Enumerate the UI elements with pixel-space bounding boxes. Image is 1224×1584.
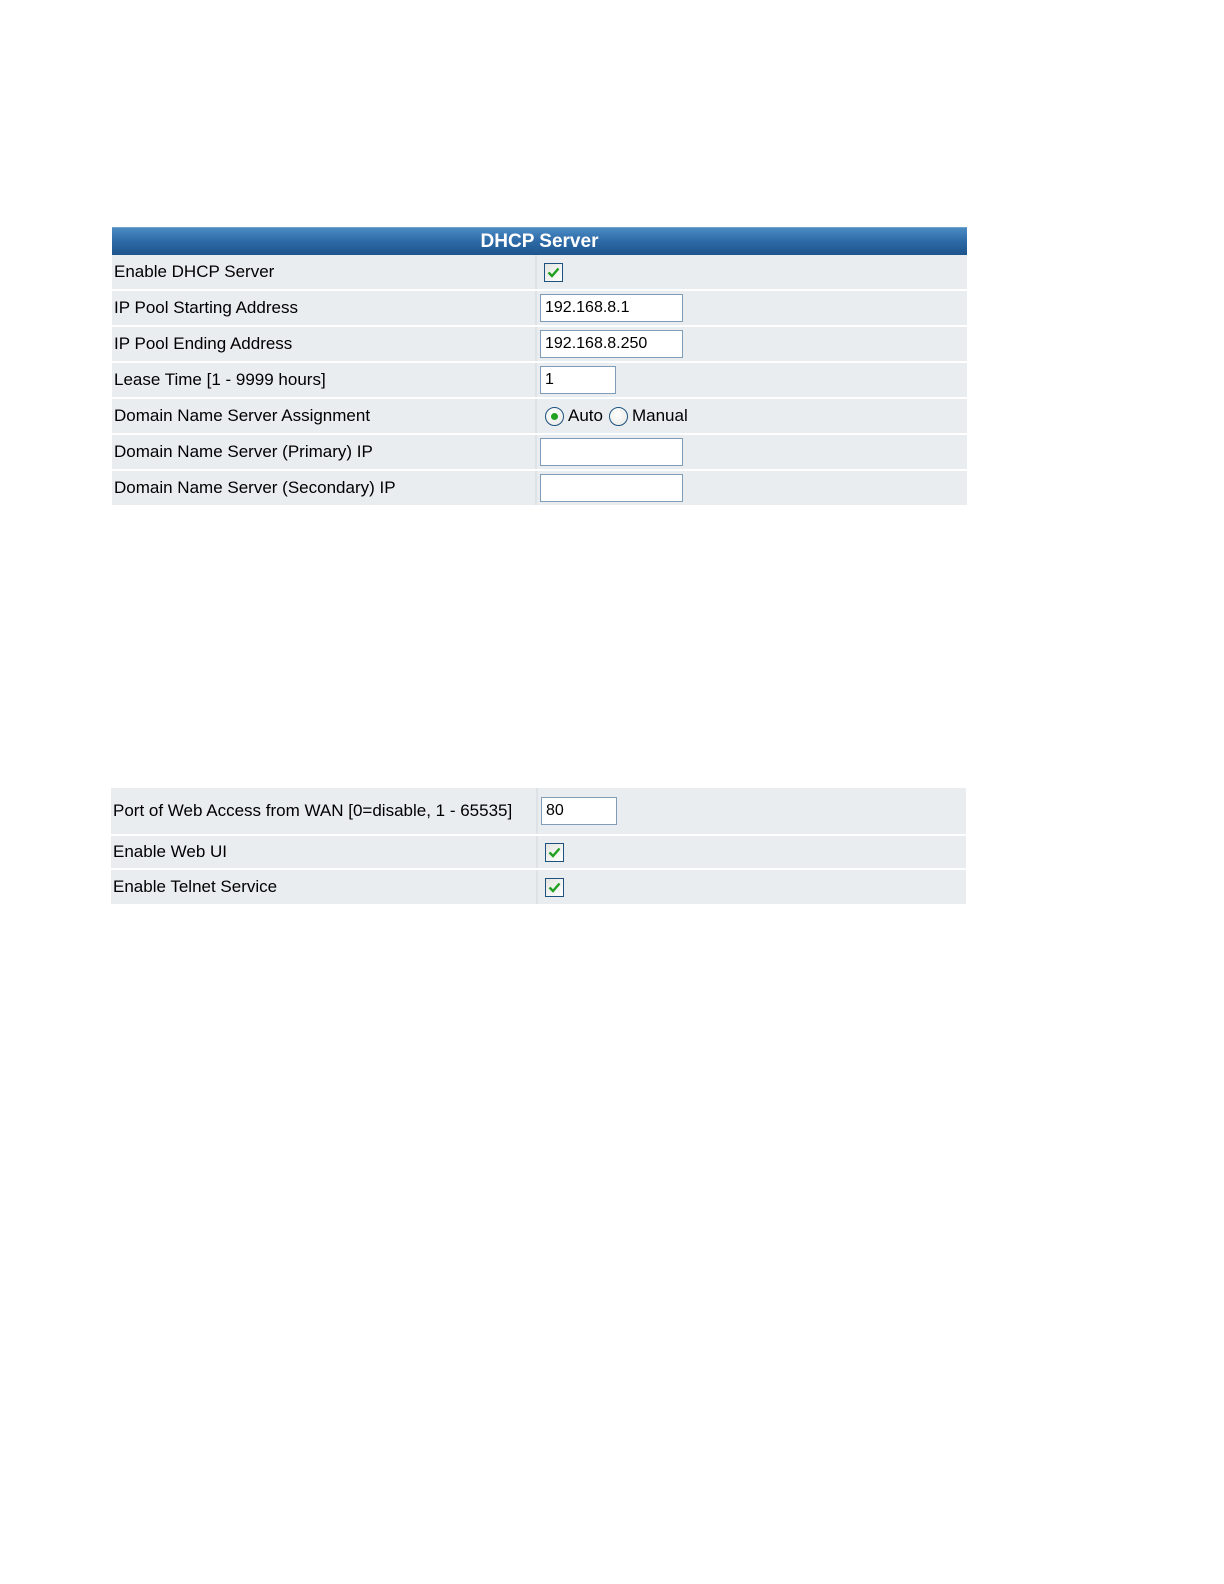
pool-end-label: IP Pool Ending Address <box>112 327 537 361</box>
dns-primary-label: Domain Name Server (Primary) IP <box>112 435 537 469</box>
lease-time-row <box>112 363 967 399</box>
lease-time-label: Lease Time [1 - 9999 hours] <box>112 363 537 397</box>
dns-manual-label[interactable]: Manual <box>631 406 688 425</box>
dns-manual-radio[interactable] <box>609 407 628 426</box>
web-port-input[interactable] <box>541 797 617 825</box>
dns-secondary-input[interactable] <box>540 474 683 502</box>
pool-start-input[interactable] <box>540 294 683 322</box>
dhcp-server-panel <box>112 227 967 505</box>
telnet-label: Enable Telnet Service <box>111 870 538 904</box>
dns-secondary-label: Domain Name Server (Secondary) IP <box>112 471 537 505</box>
checkmark-icon <box>548 882 561 893</box>
web-ui-row <box>111 836 966 870</box>
dns-primary-row <box>112 435 967 471</box>
enable-dhcp-checkbox[interactable] <box>544 263 563 282</box>
pool-start-row <box>112 291 967 327</box>
dns-primary-input[interactable] <box>540 438 683 466</box>
dns-secondary-row <box>112 471 967 505</box>
web-port-row <box>111 788 966 836</box>
dns-assignment-label: Domain Name Server Assignment <box>112 399 537 433</box>
dns-assignment-row <box>112 399 967 435</box>
radio-dot-icon <box>551 413 558 420</box>
web-ui-label: Enable Web UI <box>111 836 538 868</box>
telnet-checkbox[interactable] <box>545 878 564 897</box>
enable-dhcp-row <box>112 255 967 291</box>
dns-assignment-radio-group <box>545 406 694 426</box>
dhcp-server-title: DHCP Server <box>112 227 967 255</box>
checkmark-icon <box>548 847 561 858</box>
dns-auto-label[interactable]: Auto <box>568 406 603 425</box>
lease-time-input[interactable] <box>540 366 616 394</box>
web-port-label: Port of Web Access from WAN [0=disable, 1 - 65535] <box>111 788 538 834</box>
dns-auto-radio[interactable] <box>545 407 564 426</box>
enable-dhcp-label: Enable DHCP Server <box>112 255 537 289</box>
telnet-row <box>111 870 966 904</box>
remote-access-panel <box>111 788 966 904</box>
checkmark-icon <box>547 267 560 278</box>
pool-start-label: IP Pool Starting Address <box>112 291 537 325</box>
pool-end-row <box>112 327 967 363</box>
web-ui-checkbox[interactable] <box>545 843 564 862</box>
pool-end-input[interactable] <box>540 330 683 358</box>
